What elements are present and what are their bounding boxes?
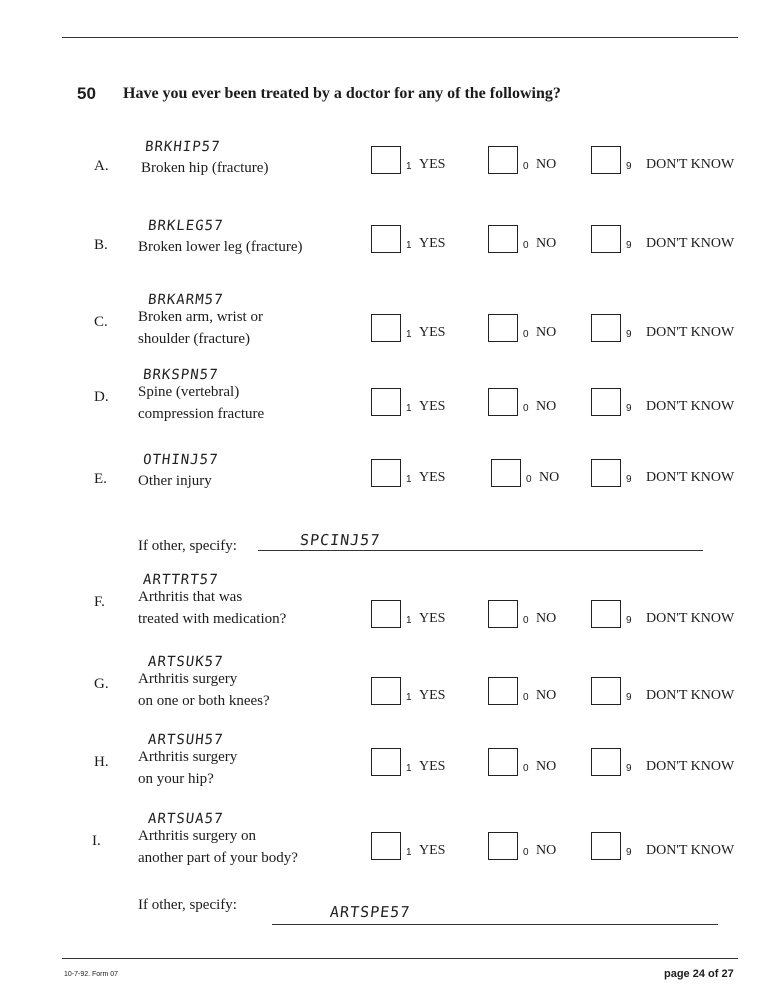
option-code: 0 xyxy=(523,240,529,251)
option-label: DON'T KNOW xyxy=(646,470,735,485)
item-label-line1: Spine (vertebral) xyxy=(138,384,240,400)
option-code: 0 xyxy=(526,474,532,485)
item-letter: F. xyxy=(94,594,105,610)
item-label-line1: Arthritis surgery xyxy=(138,671,238,687)
option-code: 0 xyxy=(523,763,529,774)
option-label: NO xyxy=(536,843,557,858)
no-checkbox[interactable] xyxy=(488,600,518,628)
option-label: NO xyxy=(536,611,557,626)
item-label xyxy=(138,825,298,869)
question-number: 50 xyxy=(77,84,96,103)
yes-checkbox[interactable] xyxy=(371,146,401,174)
item-label-line1: Broken hip (fracture) xyxy=(141,160,269,176)
specify-variable-injury: SPCINJ57 xyxy=(299,531,382,549)
page-number: page 24 of 27 xyxy=(664,968,734,980)
option-code: 9 xyxy=(626,161,632,172)
specify-line-injury[interactable] xyxy=(258,550,703,551)
item-label-line1: Arthritis surgery on xyxy=(138,828,257,844)
option-label: YES xyxy=(419,325,446,340)
option-code: 1 xyxy=(406,240,412,251)
option-label: YES xyxy=(419,399,446,414)
option-label: YES xyxy=(419,688,446,703)
item-letter: B. xyxy=(94,237,108,253)
option-code: 0 xyxy=(523,615,529,626)
option-code: 9 xyxy=(626,474,632,485)
option-label: DON'T KNOW xyxy=(646,759,735,774)
specify-line-arthritis[interactable] xyxy=(272,924,718,925)
option-label: NO xyxy=(536,236,557,251)
option-label: DON'T KNOW xyxy=(646,843,735,858)
option-label: NO xyxy=(536,325,557,340)
option-label: NO xyxy=(536,688,557,703)
item-letter: H. xyxy=(94,754,109,770)
option-label: DON'T KNOW xyxy=(646,157,735,172)
option-label: YES xyxy=(419,157,446,172)
option-label: DON'T KNOW xyxy=(646,325,735,340)
option-label: NO xyxy=(539,470,560,485)
item-label xyxy=(138,746,237,790)
option-label: NO xyxy=(536,157,557,172)
option-code: 9 xyxy=(626,763,632,774)
item-label xyxy=(138,586,286,630)
item-label-line2: compression fracture xyxy=(138,406,265,422)
yes-checkbox[interactable] xyxy=(371,677,401,705)
option-code: 9 xyxy=(626,403,632,414)
form-id: 10-7-92. Form 07 xyxy=(64,971,119,978)
item-label xyxy=(138,668,270,712)
specify-label-arthritis: If other, specify: xyxy=(138,897,237,913)
option-code: 1 xyxy=(406,329,412,340)
dont-know-checkbox[interactable] xyxy=(591,225,621,253)
item-letter: G. xyxy=(94,676,109,692)
yes-checkbox[interactable] xyxy=(371,388,401,416)
option-code: 9 xyxy=(626,692,632,703)
option-label: NO xyxy=(536,759,557,774)
item-label-line1: Arthritis that was xyxy=(138,589,243,605)
variable-name: ARTSUH57 xyxy=(147,732,225,748)
no-checkbox[interactable] xyxy=(488,677,518,705)
item-letter: E. xyxy=(94,471,107,487)
option-code: 0 xyxy=(523,329,529,340)
dont-know-checkbox[interactable] xyxy=(591,832,621,860)
yes-checkbox[interactable] xyxy=(371,225,401,253)
no-checkbox[interactable] xyxy=(488,388,518,416)
option-code: 1 xyxy=(406,474,412,485)
option-label: DON'T KNOW xyxy=(646,611,735,626)
item-label xyxy=(138,470,212,492)
option-code: 1 xyxy=(406,403,412,414)
item-label-line2: shoulder (fracture) xyxy=(138,331,251,347)
dont-know-checkbox[interactable] xyxy=(591,146,621,174)
specify-variable-arthritis: ARTSPE57 xyxy=(329,903,412,921)
variable-name: ARTSUK57 xyxy=(147,654,225,670)
dont-know-checkbox[interactable] xyxy=(591,600,621,628)
no-checkbox[interactable] xyxy=(488,146,518,174)
option-code: 9 xyxy=(626,847,632,858)
option-label: YES xyxy=(419,759,446,774)
top-rule xyxy=(62,37,738,38)
no-checkbox[interactable] xyxy=(488,748,518,776)
item-label xyxy=(138,381,264,425)
no-checkbox[interactable] xyxy=(491,459,521,487)
item-label-line2: another part of your body? xyxy=(138,850,298,866)
option-code: 0 xyxy=(523,161,529,172)
yes-checkbox[interactable] xyxy=(371,748,401,776)
dont-know-checkbox[interactable] xyxy=(591,677,621,705)
item-label-line2: on one or both knees? xyxy=(138,693,270,709)
option-label: YES xyxy=(419,843,446,858)
dont-know-checkbox[interactable] xyxy=(591,748,621,776)
option-code: 9 xyxy=(626,240,632,251)
variable-name: OTHINJ57 xyxy=(142,452,220,468)
option-label: DON'T KNOW xyxy=(646,688,735,703)
option-code: 9 xyxy=(626,615,632,626)
variable-name: ARTTRT57 xyxy=(142,572,220,588)
option-code: 0 xyxy=(523,403,529,414)
option-code: 1 xyxy=(406,161,412,172)
option-code: 0 xyxy=(523,692,529,703)
option-label: DON'T KNOW xyxy=(646,236,735,251)
dont-know-checkbox[interactable] xyxy=(591,459,621,487)
no-checkbox[interactable] xyxy=(488,832,518,860)
item-label-line1: Broken lower leg (fracture) xyxy=(138,239,303,255)
option-code: 9 xyxy=(626,329,632,340)
yes-checkbox[interactable] xyxy=(371,832,401,860)
item-letter: D. xyxy=(94,389,109,405)
variable-name: BRKARM57 xyxy=(147,292,225,308)
bottom-rule xyxy=(62,958,738,959)
item-label-line2: on your hip? xyxy=(138,771,214,787)
option-code: 0 xyxy=(523,847,529,858)
option-label: NO xyxy=(536,399,557,414)
yes-checkbox[interactable] xyxy=(371,314,401,342)
item-letter: A. xyxy=(94,158,109,174)
item-label xyxy=(138,236,303,258)
item-letter: C. xyxy=(94,314,108,330)
yes-checkbox[interactable] xyxy=(371,600,401,628)
option-code: 1 xyxy=(406,692,412,703)
option-label: YES xyxy=(419,611,446,626)
yes-checkbox[interactable] xyxy=(371,459,401,487)
option-label: DON'T KNOW xyxy=(646,399,735,414)
question-text: Have you ever been treated by a doctor for any of the following? xyxy=(123,85,561,102)
item-label-line1: Other injury xyxy=(138,473,212,489)
option-code: 1 xyxy=(406,847,412,858)
option-code: 1 xyxy=(406,615,412,626)
no-checkbox[interactable] xyxy=(488,314,518,342)
specify-label-injury: If other, specify: xyxy=(138,538,237,554)
item-label-line1: Broken arm, wrist or xyxy=(138,309,263,325)
item-label-line2: treated with medication? xyxy=(138,611,287,627)
dont-know-checkbox[interactable] xyxy=(591,388,621,416)
item-letter: I. xyxy=(92,833,101,849)
variable-name: BRKLEG57 xyxy=(147,218,225,234)
dont-know-checkbox[interactable] xyxy=(591,314,621,342)
no-checkbox[interactable] xyxy=(488,225,518,253)
item-label xyxy=(138,306,263,350)
variable-name: BRKHIP57 xyxy=(144,139,222,155)
option-label: YES xyxy=(419,470,446,485)
option-code: 1 xyxy=(406,763,412,774)
item-label-line1: Arthritis surgery xyxy=(138,749,238,765)
option-label: YES xyxy=(419,236,446,251)
variable-name: ARTSUA57 xyxy=(147,811,225,827)
item-label xyxy=(141,157,268,179)
variable-name: BRKSPN57 xyxy=(142,367,220,383)
